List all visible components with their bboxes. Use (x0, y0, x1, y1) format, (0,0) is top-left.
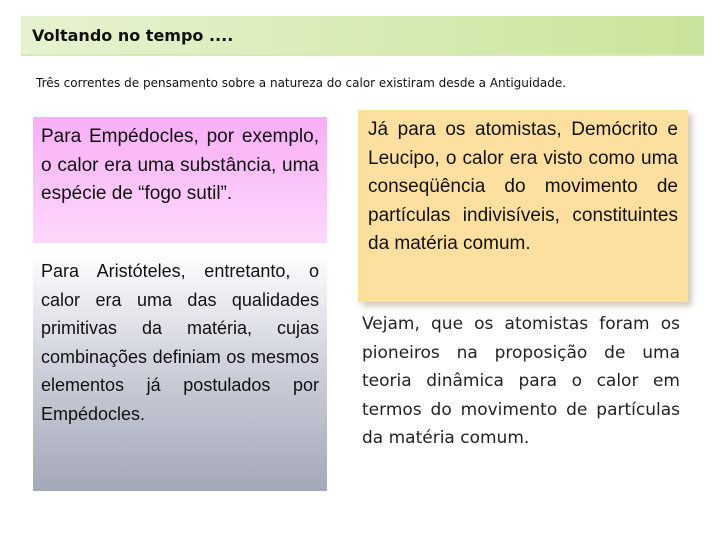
empedocles-box (33, 117, 327, 243)
atomistas-box (358, 110, 688, 302)
conclusion-text: Vejam, que os atomistas foram os pioneiros na proposição de uma teoria dinâmica para o calor em termos do movimento de partículas da matéria comum. (362, 314, 680, 448)
aristoteles-text: Para Aristóteles, entretanto, o calor era uma das qualidades primitivas da matéria, cujas combinações definiam os mesmos elementos já postulados por Empédocles. (41, 261, 319, 424)
empedocles-text: Para Empédocles, por exemplo, o calor era uma substância, uma espécie de “fogo sutil”. (41, 126, 319, 204)
conclusion-box (362, 300, 680, 460)
intro-text: Três correntes de pensamento sobre a natureza do calor existiram desde a Antiguidade. (36, 76, 567, 90)
slide-title-bar (21, 16, 704, 54)
slide-title: Voltando no tempo .... (32, 25, 234, 45)
title-underline (21, 54, 704, 56)
atomistas-text: Já para os atomistas, Demócrito e Leucipo, o calor era visto como uma conseqüência do movimento de partículas indivisíveis, constituintes da matéria comum. (368, 119, 678, 254)
aristoteles-box (33, 253, 327, 491)
